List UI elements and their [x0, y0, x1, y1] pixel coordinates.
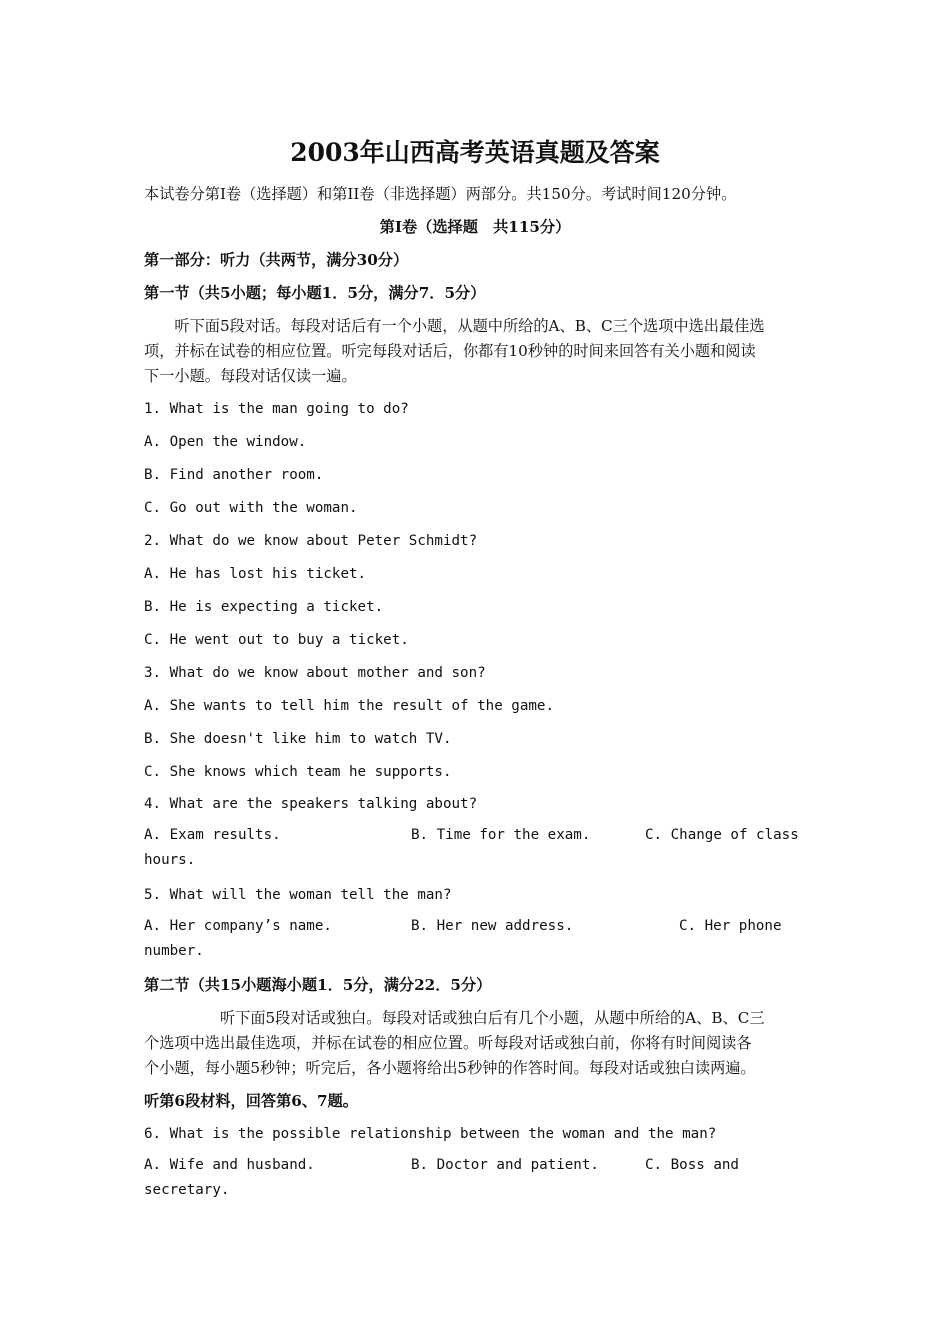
question-5: 5. What will the woman tell the man?	[144, 887, 452, 903]
section2-instructions-line: 听下面5段对话或独白。每段对话或独白后有几个小题，从题中所给的A、B、C三	[144, 1009, 765, 1027]
section1-instructions-line: 听下面5段对话。每段对话后有一个小题，从题中所给的A、B、C三个选项中选出最佳选	[144, 317, 765, 335]
question-4-option-c-continued: hours.	[144, 852, 196, 868]
part1-title: 第一部分：听力（共两节，满分30分）	[144, 251, 409, 269]
question-2-option-a: A. He has lost his ticket.	[144, 566, 367, 582]
question-4: 4. What are the speakers talking about?	[144, 796, 478, 812]
question-1: 1. What is the man going to do?	[144, 401, 409, 417]
question-6-option-b: B. Doctor and patient.	[411, 1157, 599, 1173]
question-3: 3. What do we know about mother and son?	[144, 665, 486, 681]
question-6-option-c: C. Boss and	[645, 1157, 739, 1173]
question-6-option-a: A. Wife and husband.	[144, 1157, 315, 1173]
section1-title: 第一节（共5小题；每小题1．5分，满分7．5分）	[144, 284, 486, 302]
question-3-option-a: A. She wants to tell him the result of the game.	[144, 698, 554, 714]
question-1-option-c: C. Go out with the woman.	[144, 500, 358, 516]
question-1-option-a: A. Open the window.	[144, 434, 307, 450]
section1-instructions-line: 项，并标在试卷的相应位置。听完每段对话后，你都有10秒钟的时间来回答有关小题和阅读	[144, 342, 756, 360]
section2-instructions-line: 个小题，每小题5秒钟；听完后，各小题将给出5秒钟的作答时间。每段对话或独白读两遍。	[144, 1059, 756, 1077]
question-5-option-b: B. Her new address.	[411, 918, 574, 934]
question-2-option-b: B. He is expecting a ticket.	[144, 599, 384, 615]
question-2: 2. What do we know about Peter Schmidt?	[144, 533, 478, 549]
section2-title: 第二节（共15小题海小题1．5分，满分22．5分）	[144, 976, 492, 994]
question-6-option-c-continued: secretary.	[144, 1182, 230, 1198]
section1-instructions-line: 下一小题。每段对话仅读一遍。	[144, 367, 357, 385]
question-6: 6. What is the possible relationship between the woman and the man?	[144, 1126, 717, 1142]
question-5-option-c: C. Her phone	[679, 918, 782, 934]
material6-title: 听第6段材料，回答第6、7题。	[144, 1092, 358, 1110]
question-4-option-c: C. Change of class	[645, 827, 799, 843]
volume1-title: 第I卷（选择题 共115分）	[379, 218, 571, 236]
question-3-option-c: C. She knows which team he supports.	[144, 764, 452, 780]
question-5-option-c-continued: number.	[144, 943, 204, 959]
question-4-option-a: A. Exam results.	[144, 827, 281, 843]
question-5-option-a: A. Her company’s name.	[144, 918, 332, 934]
question-4-option-b: B. Time for the exam.	[411, 827, 591, 843]
page-title: 2003年山西高考英语真题及答案	[290, 138, 660, 167]
question-2-option-c: C. He went out to buy a ticket.	[144, 632, 409, 648]
question-3-option-b: B. She doesn't like him to watch TV.	[144, 731, 452, 747]
question-1-option-b: B. Find another room.	[144, 467, 324, 483]
exam-intro: 本试卷分第I卷（选择题）和第II卷（非选择题）两部分。共150分。考试时间120分钟。	[144, 185, 737, 203]
section2-instructions-line: 个选项中选出最佳选项，并标在试卷的相应位置。听每段对话或独白前，你将有时间阅读各	[144, 1034, 752, 1052]
